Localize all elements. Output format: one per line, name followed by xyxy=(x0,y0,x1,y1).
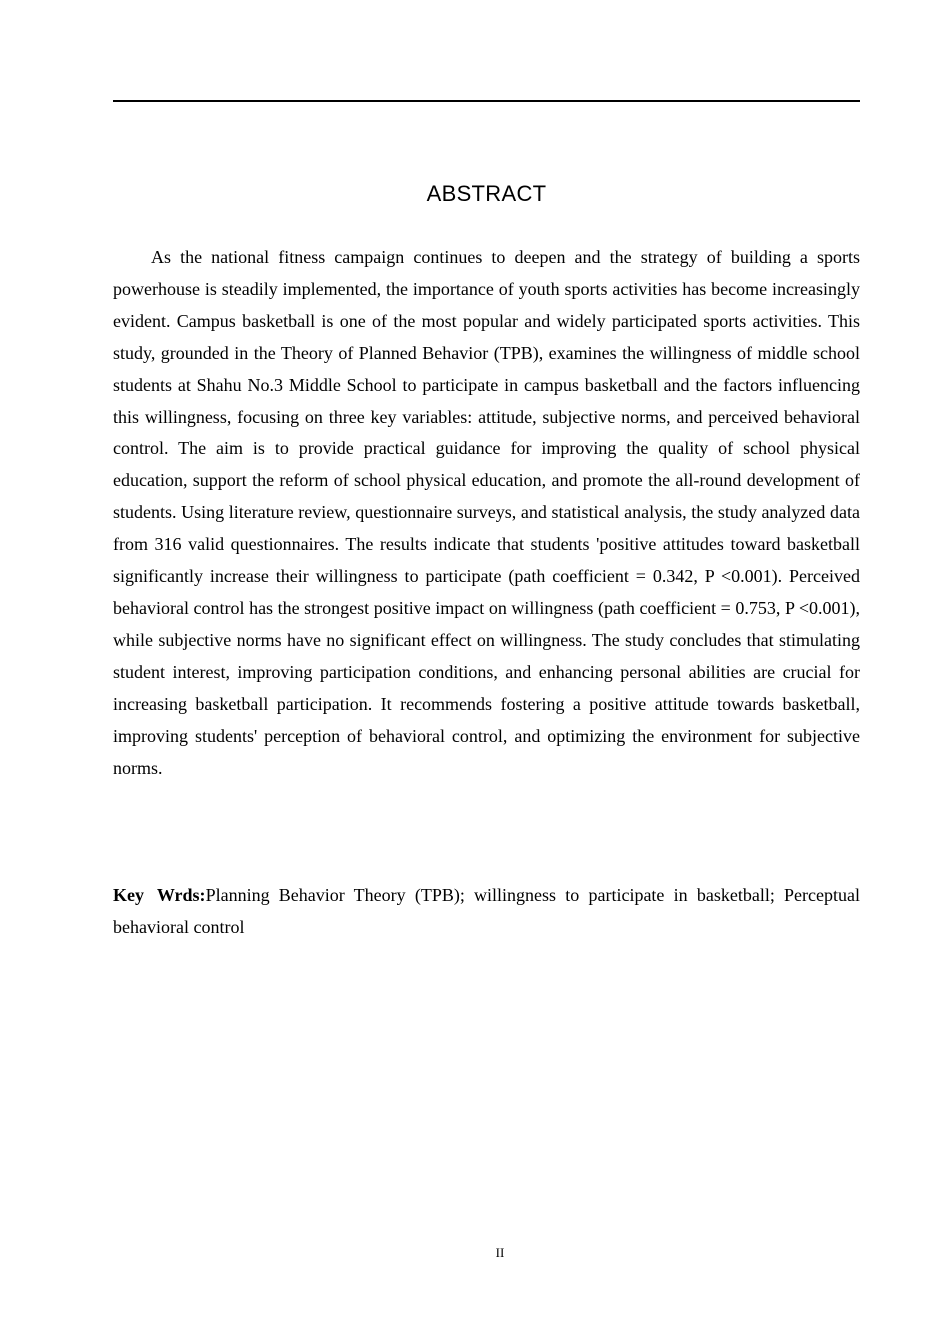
keywords-text: Planning Behavior Theory (TPB); willingness to participate in basketball; Perceptual behavioral control xyxy=(113,885,860,937)
header-rule xyxy=(113,100,860,102)
keywords-label: Key Wrds: xyxy=(113,885,206,905)
abstract-paragraph: As the national fitness campaign continues to deepen and the strategy of building a sports powerhouse is steadily implemented, the importance of youth sports activities has become increasingly evident. Campus basketball is one of the most popular and widely participated sports activities. This study, grounded in the Theory of Planned Behavior (TPB), examines the willingness of middle school students at Shahu No.3 Middle School to participate in campus basketball and the factors influencing this willingness, focusing on three key variables: attitude, subjective norms, and perceived behavioral control. The aim is to provide practical guidance for improving the quality of school physical education, support the reform of school physical education, and promote the all-round development of students. Using literature review, questionnaire surveys, and statistical analysis, the study analyzed data from 316 valid questionnaires. The results indicate that students 'positive attitudes toward basketball significantly increase their willingness to participate (path coefficient = 0.342, P <0.001). Perceived behavioral control has the strongest positive impact on willingness (path coefficient = 0.753, P <0.001), while subjective norms have no significant effect on willingness. The study concludes that stimulating student interest, improving participation conditions, and enhancing personal abilities are crucial for increasing basketball participation. It recommends fostering a positive attitude towards basketball, improving students' perception of behavioral control, and optimizing the environment for subjective norms. xyxy=(113,247,860,778)
page-title: ABSTRACT xyxy=(426,181,547,206)
page-number: II xyxy=(495,1245,505,1260)
keywords-line xyxy=(113,880,860,944)
